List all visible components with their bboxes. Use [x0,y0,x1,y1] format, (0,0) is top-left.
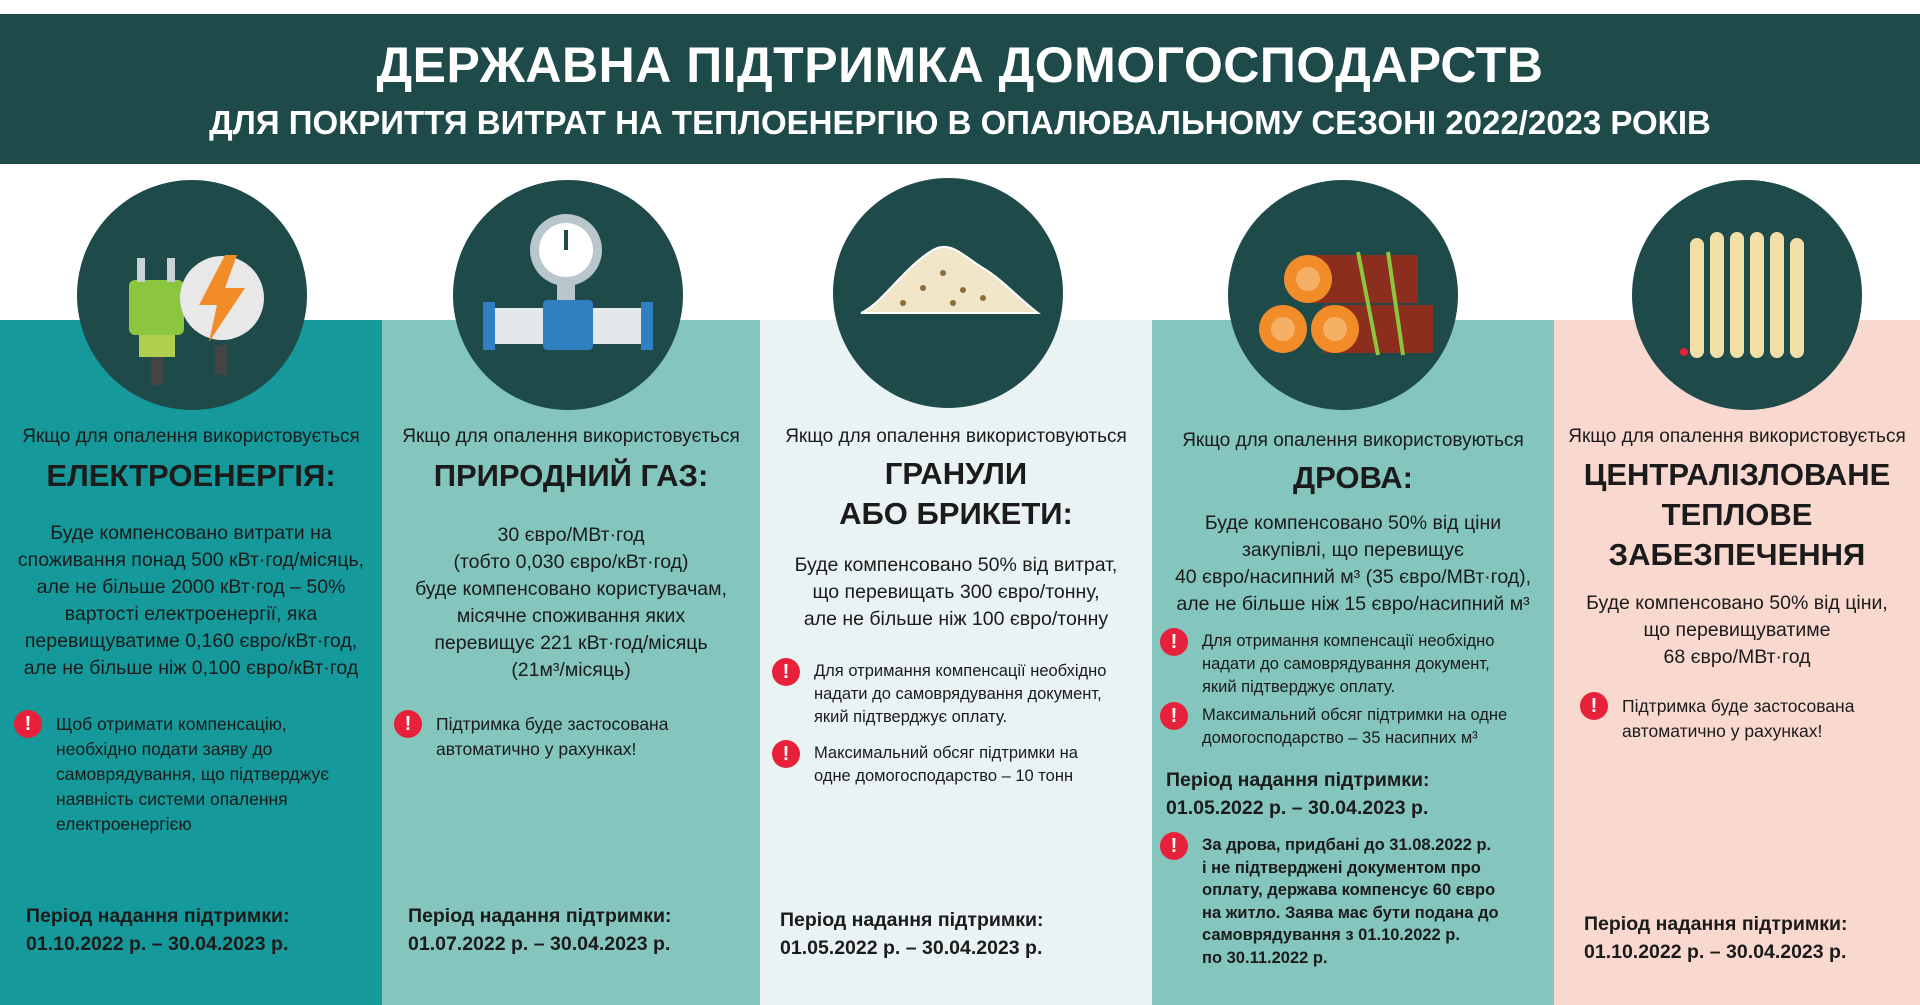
note-line: електроенергією [56,814,192,834]
alert-note [772,742,1150,788]
note-line: Підтримка буде застосована [436,714,669,734]
desc-line: місячне споживання яких [456,605,686,627]
desc-line: 30 євро/МВт·год [497,524,645,546]
firewood-logs-icon [1228,180,1458,410]
note-line: Максимальний обсяг підтримки на [814,744,1078,762]
note-line: надати до самоврядування документ, [1202,655,1490,673]
desc-line: Буде компенсовано 50% від ціни [1204,512,1502,534]
desc-line: споживання понад 500 кВт·год/місяць, [17,549,365,571]
support-period [408,902,672,958]
column-title [760,454,1152,534]
column-title [382,456,760,496]
alert-icon: ! [1160,832,1188,860]
note-line: Максимальний обсяг підтримки на одне [1202,706,1508,724]
alert-note [1160,834,1552,969]
desc-line: що перевищать 300 євро/тонну, [812,581,1100,603]
note-line: домогосподарство – 35 насипних м³ [1202,729,1478,747]
support-period [26,902,290,958]
desc-line: але не більше ніж 0,100 євро/кВт·год [23,657,359,679]
support-period [780,906,1044,962]
period-value: 01.07.2022 р. – 30.04.2023 р. [408,933,671,955]
period-value: 01.10.2022 р. – 30.04.2023 р. [26,933,289,955]
alert-note [772,660,1150,729]
period-value: 01.10.2022 р. – 30.04.2023 р. [1584,941,1847,963]
title-line: ПРИРОДНИЙ ГАЗ: [433,458,709,493]
alert-note [14,712,374,837]
column-description [760,552,1152,633]
radiator-icon [1632,180,1862,410]
column-title [1152,458,1554,498]
desc-line: але не більше ніж 100 євро/тонну [803,608,1109,630]
note-line: Для отримання компенсації необхідно [814,662,1107,680]
alert-icon: ! [1580,692,1608,720]
desc-line: 40 євро/насипний м³ (35 євро/МВт·год), [1174,566,1532,588]
column-intro: Якщо для опалення використовується [402,426,740,447]
header-banner [0,14,1920,164]
desc-line: буде компенсовано користувачам, [415,578,727,600]
column-icon-circle [1632,180,1862,410]
note-line: автоматично у рахунках! [436,739,637,759]
note-line: Для отримання компенсації необхідно [1202,632,1495,650]
column-icon-circle [833,178,1063,408]
period-label: Період надання підтримки: [780,909,1044,931]
note-line: і не підтверджені документом про [1202,858,1481,877]
desc-line: Буде компенсовано витрати на [50,522,332,544]
desc-line: що перевищуватиме [1643,619,1831,641]
desc-line: перевищує 221 кВт·год/місяць [434,632,708,654]
note-line: Підтримка буде застосована [1622,696,1855,716]
title-line: ТЕПЛОВЕ [1661,497,1813,532]
note-line: по 30.11.2022 р. [1202,948,1328,967]
alert-note [1580,694,1910,744]
period-value: 01.05.2022 р. – 30.04.2023 р. [780,937,1043,959]
note-line: на житло. Заява має бути подана до [1202,903,1499,922]
title-line: ЗАБЕЗПЕЧЕННЯ [1608,537,1866,572]
note-line: За дрова, придбані до 31.08.2022 р. [1202,836,1492,854]
alert-icon: ! [14,710,42,738]
column-intro: Якщо для опалення використовуються [1182,430,1524,451]
alert-icon: ! [1160,702,1188,730]
note-line: який підтверджує оплату. [1202,678,1396,696]
note-line: оплату, держава компенсує 60 євро [1202,881,1496,899]
note-line: самоврядування, що підтверджує [56,764,330,784]
alert-note [1160,704,1552,750]
alert-icon: ! [772,658,800,686]
note-line: самоврядування з 01.10.2022 р. [1202,926,1460,944]
alert-icon: ! [772,740,800,768]
column-intro: Якщо для опалення використовуються [785,426,1127,447]
title-line: ГРАНУЛИ [884,456,1028,491]
column-icon-circle [453,180,683,410]
period-label: Період надання підтримки: [1584,913,1848,935]
column-description [382,522,760,684]
title-line: ДРОВА: [1292,460,1414,495]
column-description [1152,510,1554,618]
desc-line: Буде компенсовано 50% від ціни, [1586,592,1888,614]
alert-note [1160,630,1552,699]
column-icon-circle [77,180,307,410]
desc-line: закупівлі, що перевищує [1241,539,1465,561]
column-description [0,520,382,682]
period-value: 01.05.2022 р. – 30.04.2023 р. [1166,797,1429,819]
title-line: ЦЕНТРАЛІЗЛОВАНЕ [1583,457,1891,492]
desc-line: перевищуватиме 0,160 євро/кВт·год, [24,630,358,652]
title-line: ЕЛЕКТРОЕНЕРГІЯ: [46,458,336,493]
desc-line: Буде компенсовано 50% від витрат, [794,554,1118,576]
column-description [1554,590,1920,671]
column-title [1554,455,1920,575]
desc-line: але не більше ніж 15 євро/насипний м³ [1176,593,1530,615]
plug-lightning-icon [77,180,307,410]
alert-note [394,712,744,762]
column-intro: Якщо для опалення використовується [1568,426,1906,447]
alert-icon: ! [1160,628,1188,656]
note-line: Щоб отримати компенсацію, [56,714,287,734]
note-line: надати до самоврядування документ, [814,685,1102,703]
gas-meter-pipe-icon [453,180,683,410]
column-title [0,456,382,496]
note-line: автоматично у рахунках! [1622,721,1823,741]
note-line: необхідно подати заяву до [56,739,273,759]
period-label: Період надання підтримки: [26,905,290,927]
desc-line: 68 євро/МВт·год [1663,646,1811,668]
page-subtitle: ДЛЯ ПОКРИТТЯ ВИТРАТ НА ТЕПЛОЕНЕРГІЮ В ОПАЛЮВАЛЬНОМУ СЕЗОНІ 2022/2023 РОКІВ [209,104,1711,141]
page-title: ДЕРЖАВНА ПІДТРИМКА ДОМОГОСПОДАРСТВ [376,37,1544,93]
desc-line: але не більше 2000 кВт·год – 50% [36,576,346,598]
column-intro: Якщо для опалення використовується [22,426,360,447]
desc-line: (тобто 0,030 євро/кВт·год) [453,551,689,573]
title-line: АБО БРИКЕТИ: [839,496,1073,531]
desc-line: (21м³/місяць) [511,659,631,681]
period-label: Період надання підтримки: [408,905,672,927]
support-period [1584,910,1848,966]
note-line: який підтверджує оплату. [814,708,1008,726]
column-icon-circle [1228,180,1458,410]
note-line: наявність системи опалення [56,789,288,809]
note-line: одне домогосподарство – 10 тонн [814,767,1074,785]
pellets-pile-icon [833,178,1063,408]
alert-icon: ! [394,710,422,738]
period-label: Період надання підтримки: [1166,769,1430,791]
support-period [1166,766,1430,822]
desc-line: вартості електроенергії, яка [64,603,318,625]
